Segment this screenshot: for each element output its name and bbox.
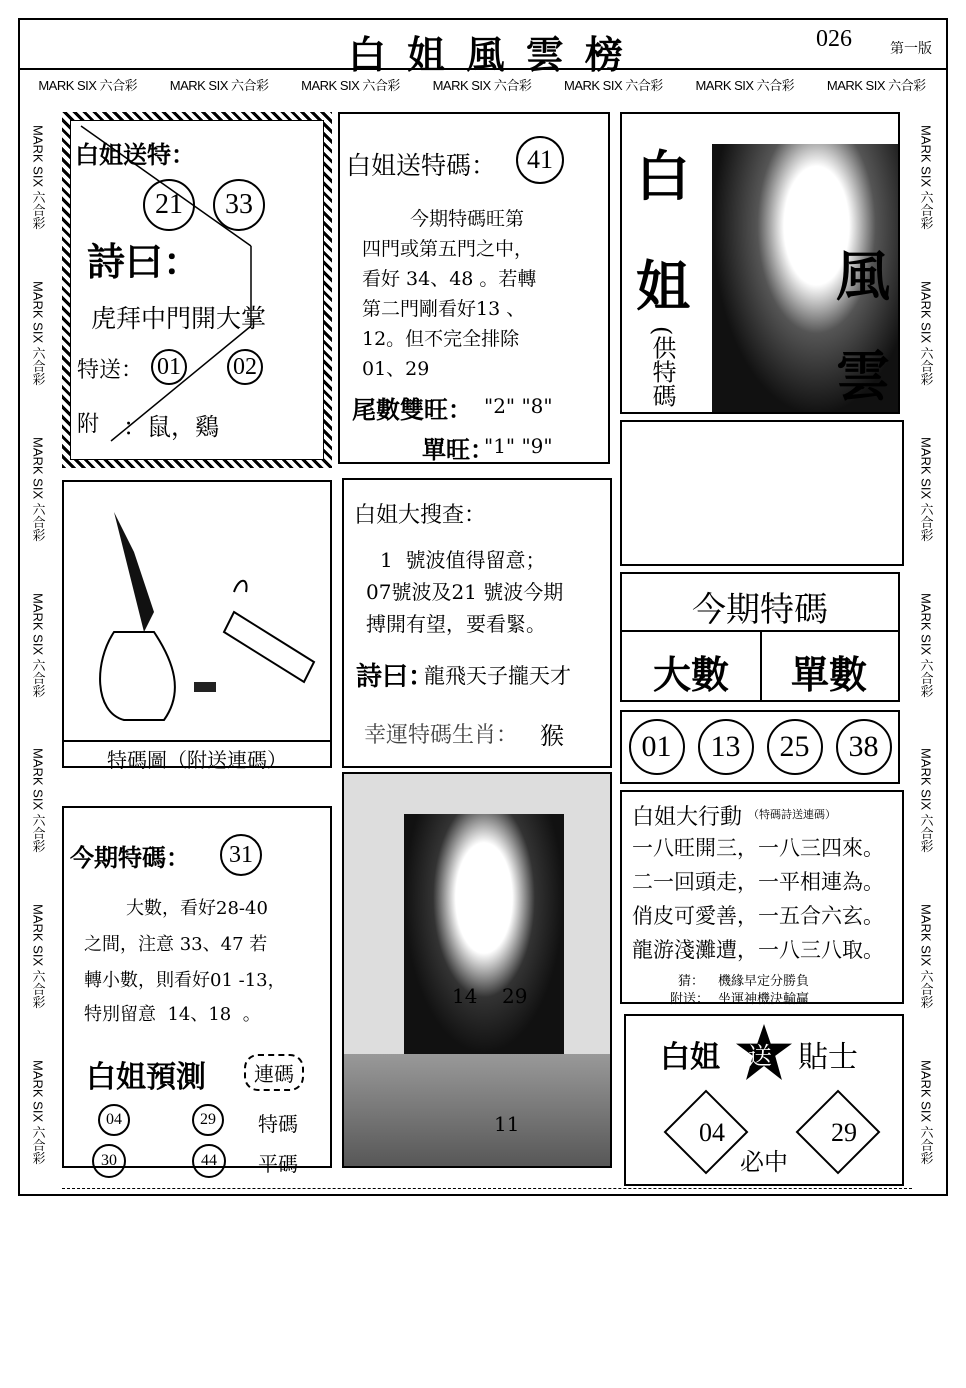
box-b-line: 第二門剛看好13 、 xyxy=(362,298,526,320)
right-strip xyxy=(912,100,940,1190)
box-b-tail-label: 尾數雙旺： xyxy=(352,395,472,424)
top-strip xyxy=(22,72,942,96)
header-bar xyxy=(18,18,948,77)
strip-text: MARK SIX 六合彩 xyxy=(918,436,934,542)
box-g xyxy=(620,710,900,784)
box-j-title: 白姐預測 xyxy=(86,1061,206,1094)
box-j-num: 44 xyxy=(192,1144,226,1178)
strip-text: MARK SIX 六合彩 xyxy=(918,592,934,698)
strip-text: MARK SIX 六合彩 xyxy=(918,125,934,231)
box-e-poem: 龍飛天子攏天才 xyxy=(424,664,571,688)
box-f-cell: 單數 xyxy=(790,652,867,697)
box-j-num: 29 xyxy=(192,1104,224,1136)
box-g-num: 01 xyxy=(629,719,685,775)
strip-text: MARK SIX 六合彩 xyxy=(918,903,934,1009)
box-e-line: 1 號波值得留意； xyxy=(380,548,546,572)
box-b-line: 01、29 xyxy=(362,358,430,380)
box-h-guess: 機緣早定分勝負 xyxy=(718,974,810,989)
strip-text: MARK SIX 六合彩 xyxy=(564,77,663,93)
box-k xyxy=(342,772,612,1168)
box-c xyxy=(620,112,900,414)
box-e-lucky-value: 猴 xyxy=(540,722,564,750)
box-a-special-num: 02 xyxy=(227,349,263,385)
strip-text: MARK SIX 六合彩 xyxy=(918,748,934,854)
box-h-line: 俏皮可愛善，一五合六玄。 xyxy=(632,904,884,928)
box-e-lucky-label: 幸運特碼生肖： xyxy=(364,723,519,748)
box-b-line: 今期特碼旺第 xyxy=(410,208,525,230)
strip-text: MARK SIX 六合彩 xyxy=(695,77,795,93)
box-b-heading: 白姐送特碼： xyxy=(346,151,497,180)
box-j-num: 30 xyxy=(92,1144,126,1178)
bottom-strip xyxy=(62,1188,912,1196)
box-h xyxy=(620,790,904,1007)
strip-text: MARK SIX 六合彩 xyxy=(918,281,934,386)
box-a-special-num: 01 xyxy=(151,349,187,385)
box-c-char: 風 xyxy=(836,244,890,308)
box-k-num: 14 xyxy=(452,984,478,1008)
box-l-title-left: 白姐 xyxy=(660,1040,720,1075)
strip-text: MARK SIX 六合彩 xyxy=(30,1059,46,1165)
box-h-title: 白姐大行動 xyxy=(632,805,743,830)
bird-illustration xyxy=(74,492,324,726)
box-i-line: 之間，注意 33、47 若 xyxy=(84,934,268,955)
box-l-num: 04 xyxy=(699,1118,725,1147)
box-j-row-label: 特碼 xyxy=(258,1112,298,1136)
box-l xyxy=(624,1014,904,1186)
box-l-num: 29 xyxy=(831,1118,857,1147)
box-a-poem: 虎拜中門開大掌 xyxy=(91,304,267,333)
box-b-line: 12。但不完全排除 xyxy=(362,328,520,350)
box-i-heading: 今期特碼： xyxy=(70,843,190,872)
box-b-single-value: "1" "9" xyxy=(484,434,553,458)
box-d-caption: 特碼圖（附送連碼） xyxy=(64,740,330,773)
issue-number: 026 xyxy=(816,26,852,52)
box-h-line: 一八旺開三，一八三四來。 xyxy=(632,836,884,860)
box-e-heading: 白姐大搜查： xyxy=(354,503,487,528)
box-j-num: 04 xyxy=(98,1104,130,1136)
box-e xyxy=(342,478,612,768)
box-a-heading: 白姐送特： xyxy=(75,140,195,169)
box-a-poem-label: 詩曰： xyxy=(87,242,202,284)
photo-shade xyxy=(344,1054,612,1168)
strip-text: MARK SIX 六合彩 xyxy=(826,77,926,93)
strip-text: MARK SIX 六合彩 xyxy=(918,1059,934,1165)
box-e-line: 07號波及21 號波今期 xyxy=(366,580,564,604)
box-d xyxy=(62,480,332,772)
box-f xyxy=(620,572,900,702)
strip-text: MARK SIX 六合彩 xyxy=(432,77,532,93)
strip-text: MARK SIX 六合彩 xyxy=(169,77,269,93)
box-i-line: 大數，看好28-40 xyxy=(126,898,268,919)
box-e-line: 搏開有望，要看緊。 xyxy=(366,612,546,636)
box-i-line: 特別留意 14、18 。 xyxy=(84,1004,261,1025)
box-b-tail-value: "2" "8" xyxy=(484,394,553,418)
box-f-cell: 大數 xyxy=(652,652,729,697)
strip-text: MARK SIX 六合彩 xyxy=(30,281,46,386)
box-g-num: 13 xyxy=(698,719,754,775)
box-h-attach-label: 附送： xyxy=(670,992,710,1007)
box-h-line: 龍游淺灘遭，一八三八取。 xyxy=(632,938,884,962)
strip-text: MARK SIX 六合彩 xyxy=(30,125,46,231)
box-i xyxy=(62,806,332,1176)
box-l-must: 必中 xyxy=(740,1148,788,1176)
strip-text: MARK SIX 六合彩 xyxy=(30,748,46,854)
box-f-title: 今期特碼 xyxy=(692,590,828,630)
page-title: 白 姐 風 雲 榜 xyxy=(348,32,627,77)
box-h-attach: 坐運神機決輸贏 xyxy=(718,992,810,1007)
box-c-char: 雲 xyxy=(836,344,890,408)
box-k-num: 29 xyxy=(502,984,528,1008)
left-strip xyxy=(24,100,52,1190)
box-l-title-right: 貼士 xyxy=(798,1040,858,1075)
box-a-num: 33 xyxy=(213,179,265,231)
box-i-num: 31 xyxy=(220,834,262,876)
box-l-title-mid: 送 xyxy=(748,1042,772,1070)
strip-text: MARK SIX 六合彩 xyxy=(30,436,46,542)
empty-box xyxy=(620,420,904,566)
box-j-row-label: 平碼 xyxy=(258,1152,298,1176)
box-k-num: 11 xyxy=(494,1112,520,1136)
box-i-line: 轉小數，則看好01 -13， xyxy=(84,970,286,991)
box-h-line: 二一回頭走，一平相連為。 xyxy=(632,870,884,894)
strip-text: MARK SIX 六合彩 xyxy=(30,903,46,1009)
box-a xyxy=(70,120,324,460)
box-j-badge: 連碼 xyxy=(244,1054,304,1091)
box-b-single-label: 單旺： xyxy=(422,435,494,464)
box-a-attach-label: 附 xyxy=(77,412,100,437)
box-b-num: 41 xyxy=(516,136,564,184)
edition-label: 第一版 xyxy=(890,41,932,57)
box-a-special-label: 特送： xyxy=(77,358,144,383)
box-h-guess-label: 猜： xyxy=(678,974,705,989)
strip-text: MARK SIX 六合彩 xyxy=(301,77,400,93)
strip-text: MARK SIX 六合彩 xyxy=(30,592,46,698)
box-a-num: 21 xyxy=(143,179,195,231)
box-c-char: 姐 xyxy=(636,254,690,318)
woman-photo xyxy=(404,814,564,1054)
box-c-sub: (供特碼 xyxy=(648,326,676,408)
box-b-line: 四門或第五門之中， xyxy=(362,238,534,260)
box-e-poem-label: 詩曰： xyxy=(356,661,435,691)
box-b-line: 看好 34、48 。若轉 xyxy=(362,268,537,290)
box-h-subtitle: （特碼詩送連碼） xyxy=(748,808,836,821)
box-g-num: 25 xyxy=(767,719,823,775)
box-c-char: 白 xyxy=(636,144,690,208)
box-g-num: 38 xyxy=(836,719,892,775)
box-a-attach-value: ：鼠，鷄 xyxy=(123,413,219,441)
box-b xyxy=(338,112,610,464)
strip-text: MARK SIX 六合彩 xyxy=(38,77,138,93)
